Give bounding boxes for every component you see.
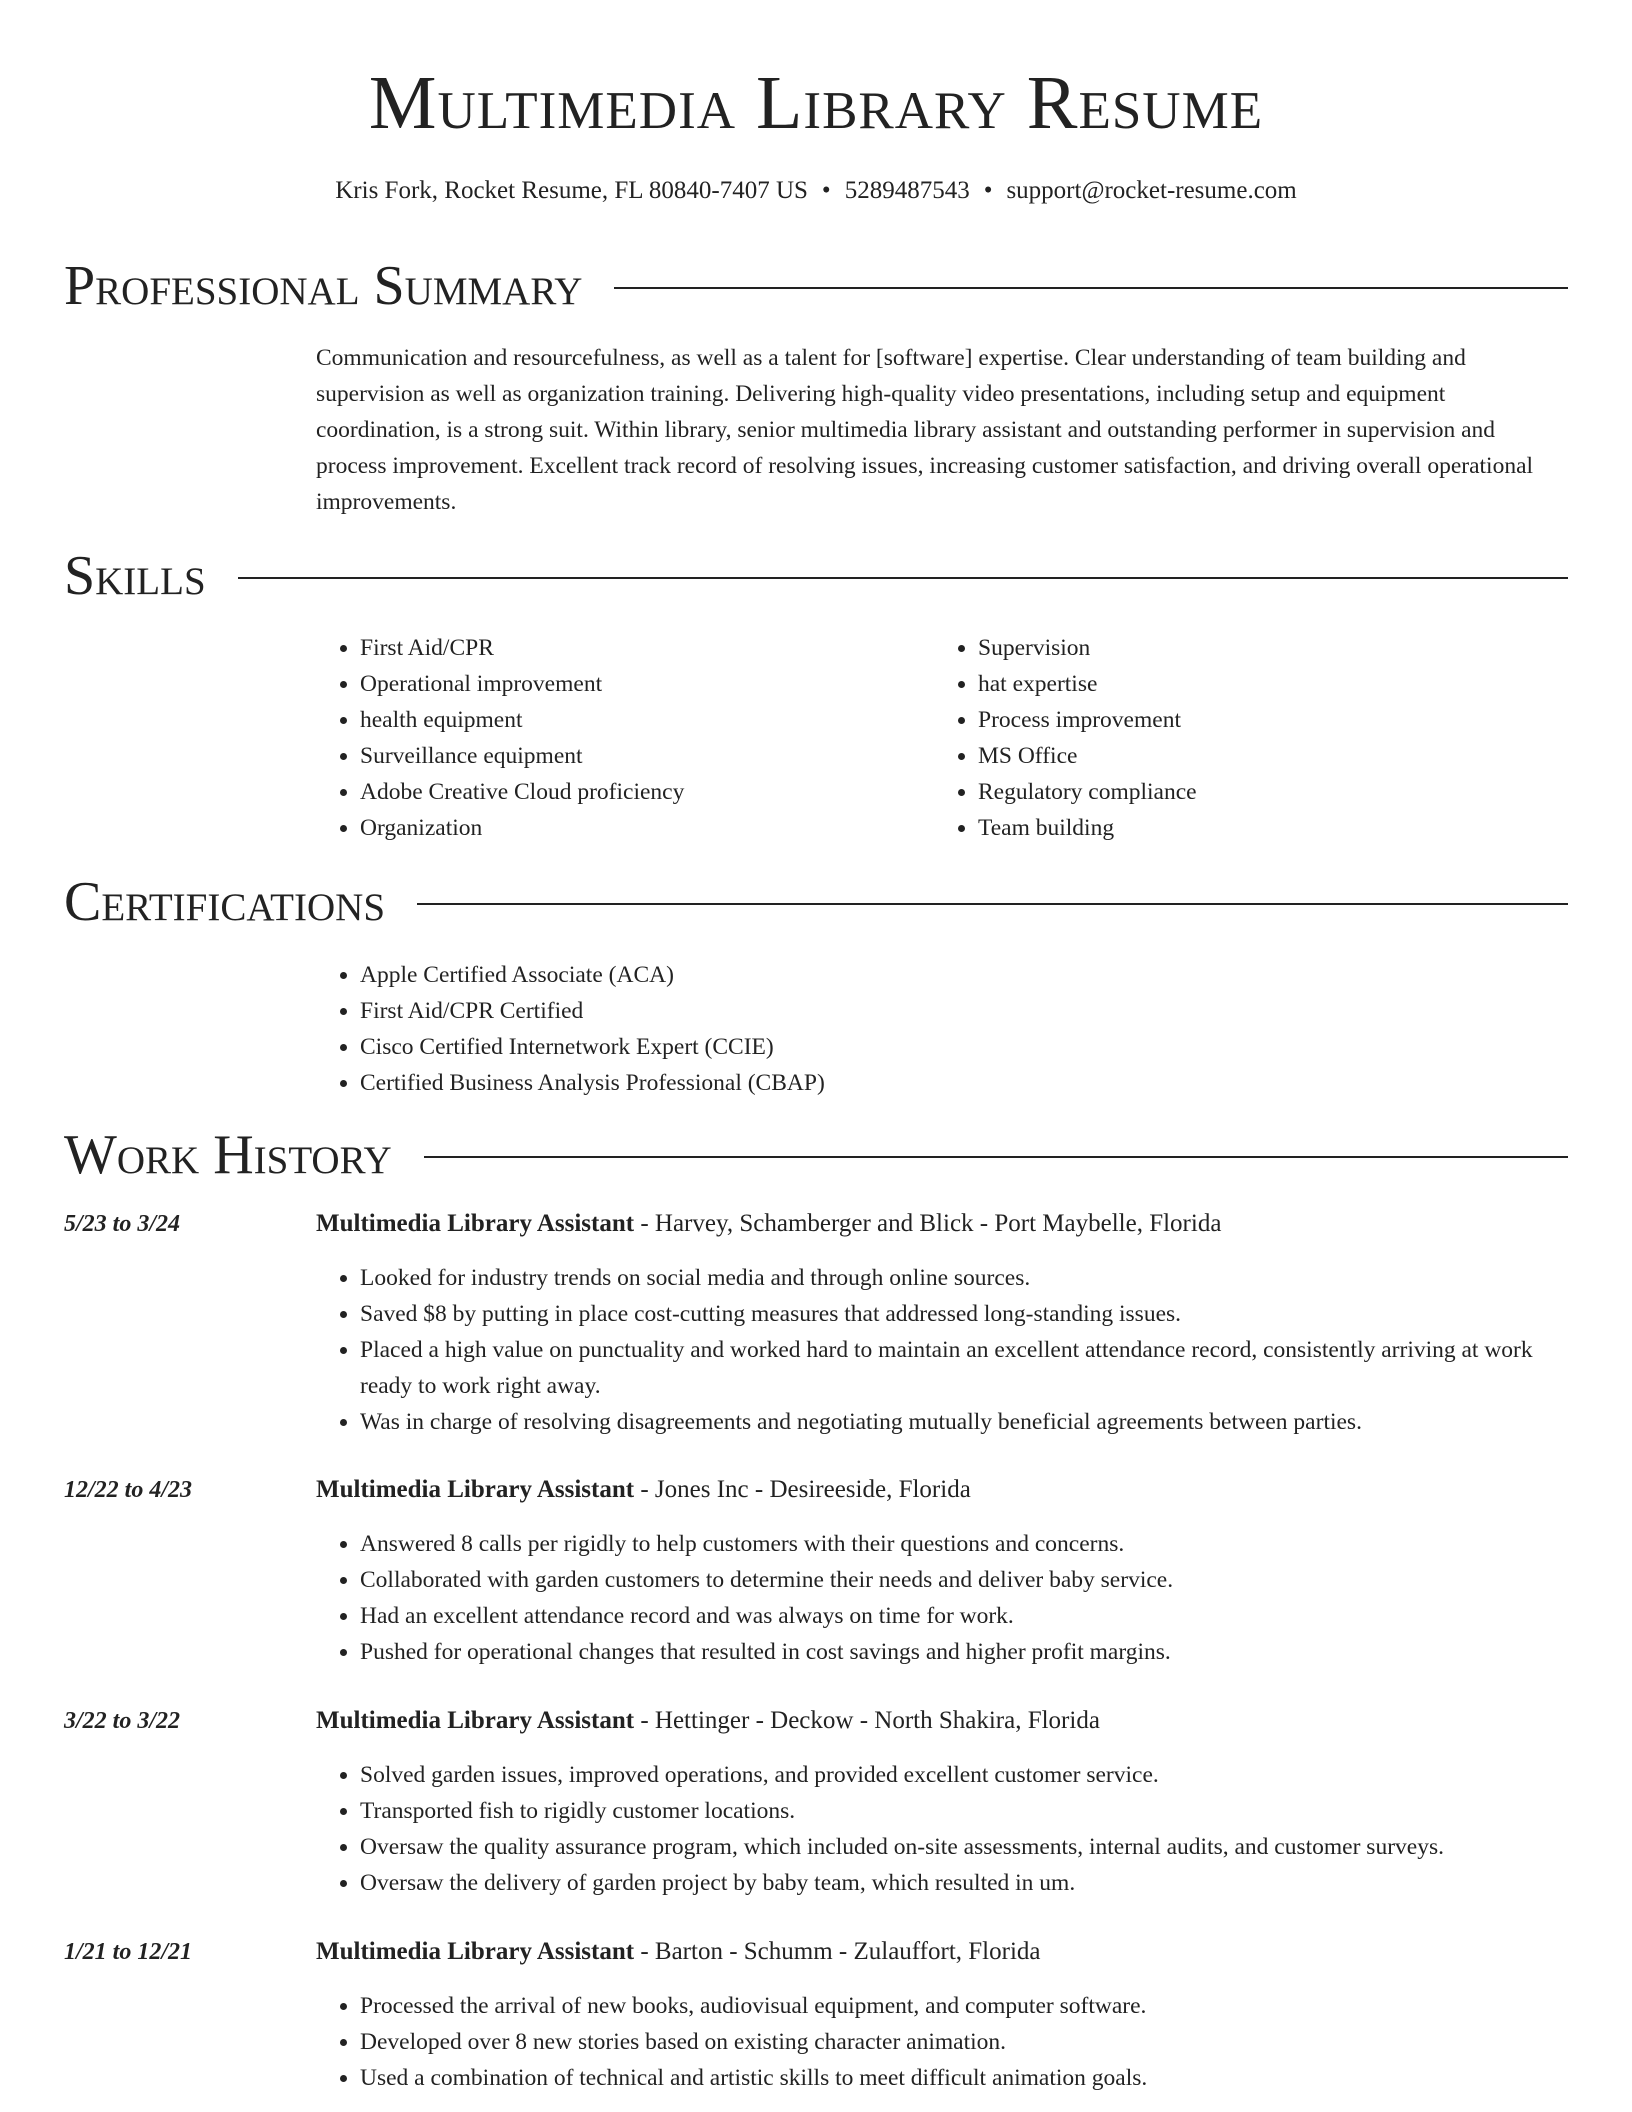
job-employer: - Harvey, Schamberger and Blick - Port Maybelle, Florida (634, 1210, 1222, 1237)
skill-item: • Process improvement (978, 702, 1494, 738)
section-divider (238, 577, 1568, 579)
job-dates: 12/22 to 4/23 (64, 1477, 193, 1503)
job-dates: 3/22 to 3/22 (64, 1708, 181, 1734)
section-title-summary: Professional Summary (64, 255, 583, 317)
resume-title: Multimedia Library Resume (368, 61, 1264, 145)
job-bullets (316, 1757, 1568, 1901)
skills-list-right (934, 630, 1494, 846)
job-header (316, 1472, 1568, 1508)
certification-item: • First Aid/CPR Certified (360, 993, 1516, 1029)
section-header-skills (64, 544, 1568, 608)
skill-item: • health equipment (360, 702, 876, 738)
skill-item: • MS Office (978, 738, 1494, 774)
section-header-work-history (64, 1123, 1568, 1187)
skill-item: • First Aid/CPR (360, 630, 876, 666)
job-role: Multimedia Library Assistant (316, 1938, 635, 1965)
job-bullet: • Processed the arrival of new books, audiovisual equipment, and computer software. (360, 1988, 1568, 2024)
skill-item: • Organization (360, 810, 876, 846)
job-bullet: • Placed a high value on punctuality and worked hard to maintain an excellent attendance record, consistently arriving at work ready to work right away. (360, 1332, 1568, 1404)
job-employer: - Barton - Schumm - Zulauffort, Florida (634, 1938, 1041, 1965)
job-dates: 5/23 to 3/24 (64, 1211, 181, 1237)
certification-item: • Apple Certified Associate (ACA) (360, 957, 1516, 993)
job-bullet: • Collaborated with garden customers to determine their needs and deliver baby service. (360, 1562, 1568, 1598)
skill-item: • Operational improvement (360, 666, 876, 702)
contact-separator: • (821, 177, 831, 204)
skill-item: • hat expertise (978, 666, 1494, 702)
skill-item: • Adobe Creative Cloud proficiency (360, 774, 876, 810)
job-bullet: • Solved garden issues, improved operations, and provided excellent customer service. (360, 1757, 1568, 1793)
job-bullets (316, 1988, 1568, 2096)
section-header-certifications (64, 870, 1568, 934)
job-header (316, 1206, 1568, 1242)
job-bullet: • Looked for industry trends on social media and through online sources. (360, 1260, 1568, 1296)
skill-item: • Team building (978, 810, 1494, 846)
job-role: Multimedia Library Assistant (316, 1210, 635, 1237)
job-bullet: • Oversaw the delivery of garden project by baby team, which resulted in um. (360, 1865, 1568, 1901)
section-header-summary (64, 254, 1568, 318)
section-title-work-history: Work History (64, 1124, 392, 1186)
section-title-skills: Skills (64, 545, 206, 607)
certification-item: • Certified Business Analysis Professional (CBAP) (360, 1065, 1516, 1101)
job-employer: - Hettinger - Deckow - North Shakira, Florida (634, 1707, 1100, 1734)
job-bullet: • Pushed for operational changes that resulted in cost savings and higher profit margins. (360, 1634, 1568, 1670)
skills-list-left (316, 630, 876, 846)
job-header (316, 1703, 1568, 1739)
contact-line (0, 174, 1632, 208)
contact-address: Kris Fork, Rocket Resume, FL 80840-7407 US (335, 177, 808, 204)
job-bullet: • Had an excellent attendance record and was always on time for work. (360, 1598, 1568, 1634)
job-role: Multimedia Library Assistant (316, 1476, 635, 1503)
job-bullet: • Developed over 8 new stories based on existing character animation. (360, 2024, 1568, 2060)
job-bullet: • Used a combination of technical and artistic skills to meet difficult animation goals. (360, 2060, 1568, 2096)
certifications-list (316, 957, 1516, 1101)
contact-separator: • (983, 177, 993, 204)
job-bullet: • Transported fish to rigidly customer locations. (360, 1793, 1568, 1829)
contact-phone: 5289487543 (844, 177, 970, 204)
skill-item: • Supervision (978, 630, 1494, 666)
job-header (316, 1934, 1568, 1970)
section-divider (424, 1156, 1568, 1158)
job-bullet: • Oversaw the quality assurance program, which included on-site assessments, internal audits, and customer surveys. (360, 1829, 1568, 1865)
job-bullet: • Answered 8 calls per rigidly to help customers with their questions and concerns. (360, 1526, 1568, 1562)
job-bullets (316, 1526, 1568, 1670)
summary-text: Communication and resourcefulness, as well as a talent for [software] expertise. Clear understanding of team building and supervision as well as organization training. Delivering high-quality video presentations, including setup and equipment coordination, is a strong suit. Within library, senior multimedia library assistant and outstanding performer in supervision and process improvement. Excellent track record of resolving issues, increasing customer satisfaction, and driving overall operational improvements. (316, 345, 1534, 515)
job-role: Multimedia Library Assistant (316, 1707, 635, 1734)
job-bullet: • Saved $8 by putting in place cost-cutting measures that addressed long-standing issues. (360, 1296, 1568, 1332)
job-employer: - Jones Inc - Desireeside, Florida (634, 1476, 971, 1503)
skill-item: • Regulatory compliance (978, 774, 1494, 810)
section-divider (614, 287, 1568, 289)
job-dates: 1/21 to 12/21 (64, 1939, 193, 1965)
section-title-certifications: Certifications (64, 871, 386, 933)
skill-item: • Surveillance equipment (360, 738, 876, 774)
job-bullets (316, 1260, 1568, 1440)
job-bullet: • Was in charge of resolving disagreements and negotiating mutually beneficial agreements between parties. (360, 1404, 1568, 1440)
certification-item: • Cisco Certified Internetwork Expert (CCIE) (360, 1029, 1516, 1065)
section-divider (417, 903, 1568, 905)
contact-email: support@rocket-resume.com (1006, 177, 1297, 204)
